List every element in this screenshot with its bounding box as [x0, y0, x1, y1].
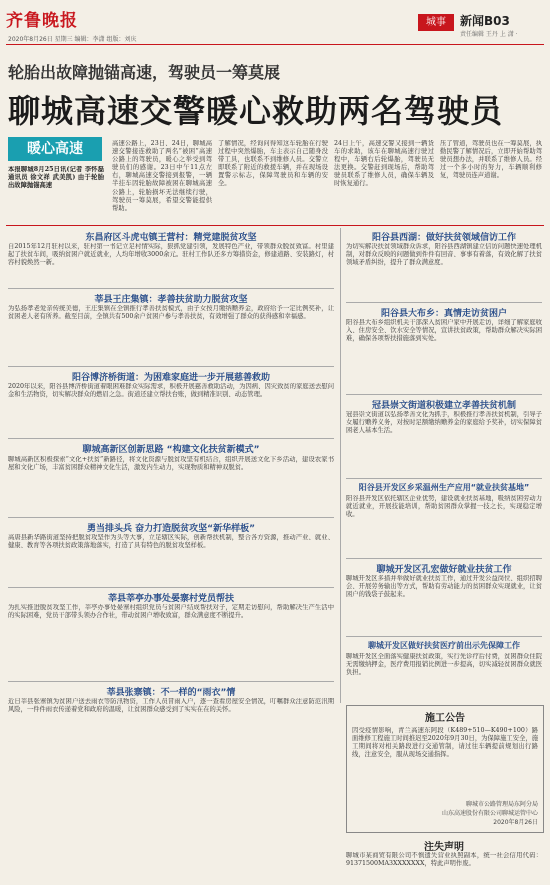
statement-title: 注失声明 — [424, 842, 464, 853]
editors-line: 责任编辑 王丹 上 潇 · — [460, 31, 518, 38]
article-divider — [346, 302, 542, 303]
article-title: 阳谷县开发区乡采温州生产应用“就业扶贫基地” — [358, 483, 530, 492]
article-body: 阳谷县开发区依托辖区企业优势，建设就业扶贫基地，吸纳贫困劳动力就近就业，开展技能培训，帮助贫困群众掌握一技之长，实现稳定增收。 — [346, 495, 542, 519]
section-tag: 城事 — [418, 14, 454, 31]
article-body: 冠县崇文街道以弘扬孝善文化为抓手，积极推行孝善扶贫机制，引导子女履行赡养义务，对按时足额缴纳赡养金的家庭给予奖补，切实保障贫困老人基本生活。 — [346, 411, 542, 435]
article-title: 莘县张寨镇：不一样的“雨衣”情 — [106, 688, 236, 698]
article-body: 为弘扬孝老爱亲传统美德，王庄集镇在全镇推行孝善扶贫模式，由子女按月缴纳赡养金，政府给予一定比例奖补，让贫困老人老有所养。截至目前，全镇共有500余户贫困户参与孝善扶贫，有效增强了群众的获得感和幸福感。 — [8, 305, 334, 321]
article-title: 莘县莘亭办事处晏寨村党员帮扶 — [107, 594, 234, 604]
notice-title: 施工公告 — [425, 713, 465, 724]
article-divider — [8, 587, 334, 588]
article-body: 为切实解决扶贫领域群众诉求，阳谷县西湖镇建立信访问题快速处理机制，对群众反映的问题做到件件有回音、事事有着落，有效化解了扶贫领域矛盾纠纷，提升了群众满意度。 — [346, 243, 542, 267]
article-title: 莘县王庄集镇：孝善扶贫助力脱贫攻坚 — [94, 295, 248, 305]
article-title: 东昌府区斗虎屯镇王营村：精党建脱贫攻坚 — [85, 233, 257, 243]
date-line: 2020年8月26日 星期三 编辑：李潇 组版：刘庆 — [8, 36, 137, 43]
article-divider — [346, 478, 542, 479]
masthead-rule — [6, 44, 544, 45]
section-title: 新闻B03 — [460, 14, 510, 28]
article-body: 自2015年12月驻村以来，驻村第一书记立足村情实际，狠抓党建引领，发展特色产业，带领群众脱贫致富。村里建起了扶贫车间，吸纳贫困户就近就业，人均年增收3000余元。驻村工作队还多方筹措资金，修建道路、安装路灯，村容村貌焕然一新。 — [8, 243, 334, 267]
notice-org-1: 聊城市公路管理局东阿分局 — [465, 801, 538, 808]
lead-byline: 本报聊城8月25日讯(记者 李怀磊 通讯员 徐文祥 武美凯) 由于轮胎出故障抛锚高速 — [8, 166, 104, 190]
article-body: 聊城开发区全面落实健康扶贫政策，实行先诊疗后付费，贫困群众住院无需缴纳押金，医疗费用报销比例进一步提高，切实减轻贫困群众就医负担。 — [346, 653, 542, 677]
lead-column-4: 压了管道，驾驶员也在一筹莫展，执勤民警了解情况后，立即开始帮助驾驶员想办法，并联系了维修人员。经过一个多小时的努力，车辆顺利修复，驾驶员连声道谢。 — [440, 140, 542, 180]
lead-bottom-rule — [6, 225, 544, 226]
lead-subheadline: 轮胎出故障抛锚高速，驾驶员一筹莫展 — [8, 63, 281, 82]
article-divider — [8, 288, 334, 289]
article-title: 聊城开发区孔宏做好就业扶贫工作 — [376, 565, 512, 575]
article-body: 为扎实推进脱贫攻坚工作，莘亭办事处晏寨村组织党员与贫困户结成帮扶对子，定期走访慰问，帮助解决生产生活中的实际困难，党员干部带头领办合作社，带动贫困户增收致富，群众满意度不断提升。 — [8, 604, 334, 620]
article-divider — [8, 438, 334, 439]
article-body: 聊城高新区积极探索“文化+扶贫”新路径，将文化资源与脱贫攻坚有机结合，组织开展送文化下乡活动，建设农家书屋和文化广场，丰富贫困群众精神文化生活，激发内生动力，实现物质和精神双脱贫。 — [8, 456, 334, 472]
statement-body: 聊城市某商贸有限公司不慎遗失营业执照副本，统一社会信用代码：91371500MA3XXXXXXX，特此声明作废。 — [346, 852, 542, 868]
article-divider — [8, 517, 334, 518]
article-body: 阳谷县大布乡组织机关干部深入贫困户家中开展走访，详细了解家庭收入、住房安全、饮水安全等情况，宣讲扶贫政策，帮助群众解决实际困难，确保各项帮扶措施落到实处。 — [346, 319, 542, 343]
article-title: 聊城高新区创新思路 “构建文化扶贫新模式” — [82, 445, 260, 455]
article-divider — [346, 636, 542, 637]
notice-org-2: 山东高速股份有限公司聊城运管中心 — [441, 810, 538, 817]
newspaper-logo: 齐鲁晚报 — [6, 11, 78, 31]
lead-column-2: 了解情况，经询问得知这车轮胎在行驶过程中突然爆胎，车主表示自己随身没带工具，也联系不到维修人员。交警立即联系了附近的救援车辆，并在现场设置警示标志，保障驾驶员和车辆的安全。 — [218, 140, 328, 188]
article-title: 冠县崇文街道积极建立孝善扶贫机制 — [371, 401, 516, 411]
lead-badge: 暖心高速 — [8, 137, 102, 161]
notice-body: 因受疫情影响，青兰高速东阿段（K489+510—K490+100）路面维修工程施工时间推迟至2020年9月30日，为保障施工安全，施工期间将对相关路段进行交通管制，请过往车辆提前规划出行路线，注意安全，服从现场交通指挥。 — [352, 727, 538, 759]
article-body: 高唐县新华路街道坚持把脱贫攻坚作为头等大事，立足辖区实际，创新帮扶机制，整合各方资源，推动产业、就业、健康、教育等各项扶贫政策落地落实，打造了具有特色的脱贫攻坚样板。 — [8, 534, 334, 550]
notice-date: 2020年8月26日 — [493, 819, 538, 826]
article-title: 阳谷博济桥街道：为困难家庭进一步开展慈善救助 — [71, 373, 270, 383]
article-title: 聊城开发区做好扶贫医疗前出示先保障工作 — [368, 641, 520, 650]
lead-headline: 聊城高速交警暖心救助两名驾驶员 — [8, 92, 504, 130]
column-divider — [340, 228, 341, 703]
article-title: 阳谷县大布乡：真情走访贫困户 — [380, 309, 507, 319]
lead-column-1: 高速公路上，23日、24日，聊城高速交警接连救助了两名“被困”高速公路上的驾驶员，暖心之举受到驾驶员们的感谢。23日中午11点左右，聊城高速交警接到报警，一辆半挂车因轮胎故障被困在聊城高速公路上，轮胎损坏无法继续行驶，驾驶员一筹莫展，希望交警能提供帮助。 — [112, 140, 212, 212]
construction-notice — [346, 705, 544, 833]
lead-column-3: 24日上午，高速交警又接到一辆货车的求助，该车在聊城高速行驶过程中，车辆右后轮爆胎，驾驶员无法更换。交警赶到现场后，帮助驾驶员联系了维修人员，确保车辆及时恢复通行。 — [334, 140, 434, 188]
article-body: 2020年以来，阳谷县博济桥街道着眼困难群众实际需求，积极开展慈善救助活动，为因病、因灾致贫的家庭送去慰问金和生活物资，切实解决群众的燃眉之急。街道还建立帮扶台账，做到精准识别、动态管理。 — [8, 383, 334, 399]
article-title: 勇当排头兵 奋力打造脱贫攻坚“新华样板” — [87, 524, 255, 534]
article-body: 聊城开发区多措并举做好就业扶贫工作，通过开发公益岗位、组织招聘会、开展劳务输出等方式，帮助有劳动能力的贫困群众实现就业，让贫困户的钱袋子鼓起来。 — [346, 575, 542, 599]
article-divider — [346, 394, 542, 395]
article-title: 阳谷县西湖：做好扶贫领域信访工作 — [371, 233, 516, 243]
article-divider — [8, 681, 334, 682]
article-divider — [346, 558, 542, 559]
article-divider — [8, 366, 334, 367]
article-body: 近日莘县张寨镇为贫困户送去雨衣等防汛物资，工作人员冒雨入户，逐一查看房屋安全情况，叮嘱群众注意防范汛期风险，一件件雨衣传递着党和政府的温暖，让贫困群众感受到了实实在在的关怀。 — [8, 698, 334, 714]
